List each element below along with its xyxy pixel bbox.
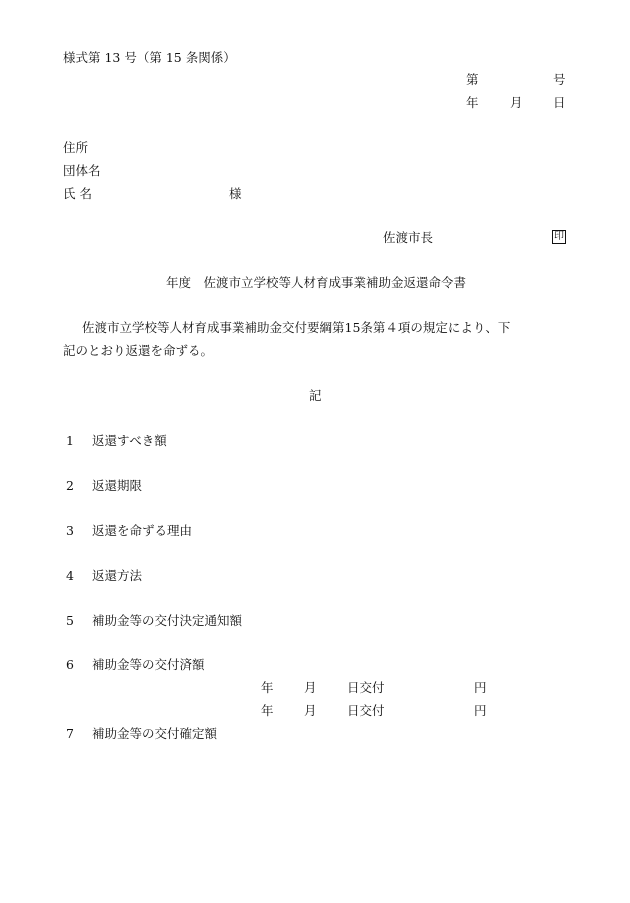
item-label: 補助金等の交付確定額 (92, 726, 218, 741)
address-label: 住所 (63, 140, 89, 155)
item-label: 補助金等の交付決定通知額 (92, 613, 243, 628)
paid-row-1-unit: 円 (474, 680, 487, 695)
item-number: 6 (66, 657, 74, 672)
item-3 (66, 525, 192, 538)
document-title: 年度 佐渡市立学校等人材育成事業補助金返還命令書 (166, 275, 467, 290)
date-month: 月 (510, 95, 523, 110)
item-2 (66, 480, 142, 493)
item-4 (66, 570, 142, 583)
item-label: 返還すべき額 (92, 433, 167, 448)
item-1 (66, 435, 167, 448)
ki-heading: 記 (309, 388, 322, 403)
item-6 (66, 659, 205, 672)
paid-row-2-year: 年 (261, 703, 274, 718)
paid-row-2-month: 月 (304, 703, 317, 718)
item-label: 補助金等の交付済額 (92, 657, 205, 672)
item-label: 返還方法 (92, 568, 143, 583)
org-label: 団体名 (63, 163, 101, 178)
item-7 (66, 728, 217, 741)
form-label: 様式第 13 号（第 15 条関係） (63, 50, 236, 65)
item-number: 4 (66, 568, 74, 583)
body-line-2: 記のとおり返還を命ずる。 (63, 343, 214, 358)
item-5 (66, 615, 242, 628)
item-number: 3 (66, 523, 74, 538)
doc-number-suffix: 号 (553, 72, 566, 87)
item-label: 返還を命ずる理由 (92, 523, 193, 538)
item-number: 1 (66, 433, 74, 448)
issuer-title: 佐渡市長 (383, 230, 434, 245)
date-day: 日 (553, 95, 566, 110)
item-number: 2 (66, 478, 74, 493)
doc-number-prefix: 第 (466, 72, 479, 87)
paid-row-1-year: 年 (261, 680, 274, 695)
item-number: 7 (66, 726, 74, 741)
paid-row-2-day: 日交付 (347, 703, 385, 718)
paid-row-1-month: 月 (304, 680, 317, 695)
paid-row-2-unit: 円 (474, 703, 487, 718)
item-label: 返還期限 (92, 478, 143, 493)
body-line-1: 佐渡市立学校等人材育成事業補助金交付要綱第15条第４項の規定により、下 (82, 320, 511, 335)
honorific: 様 (229, 186, 242, 201)
date-year: 年 (466, 95, 479, 110)
item-number: 5 (66, 613, 74, 628)
name-label: 氏 名 (63, 186, 92, 201)
paid-row-1-day: 日交付 (347, 680, 385, 695)
seal-mark: 印 (554, 231, 564, 242)
